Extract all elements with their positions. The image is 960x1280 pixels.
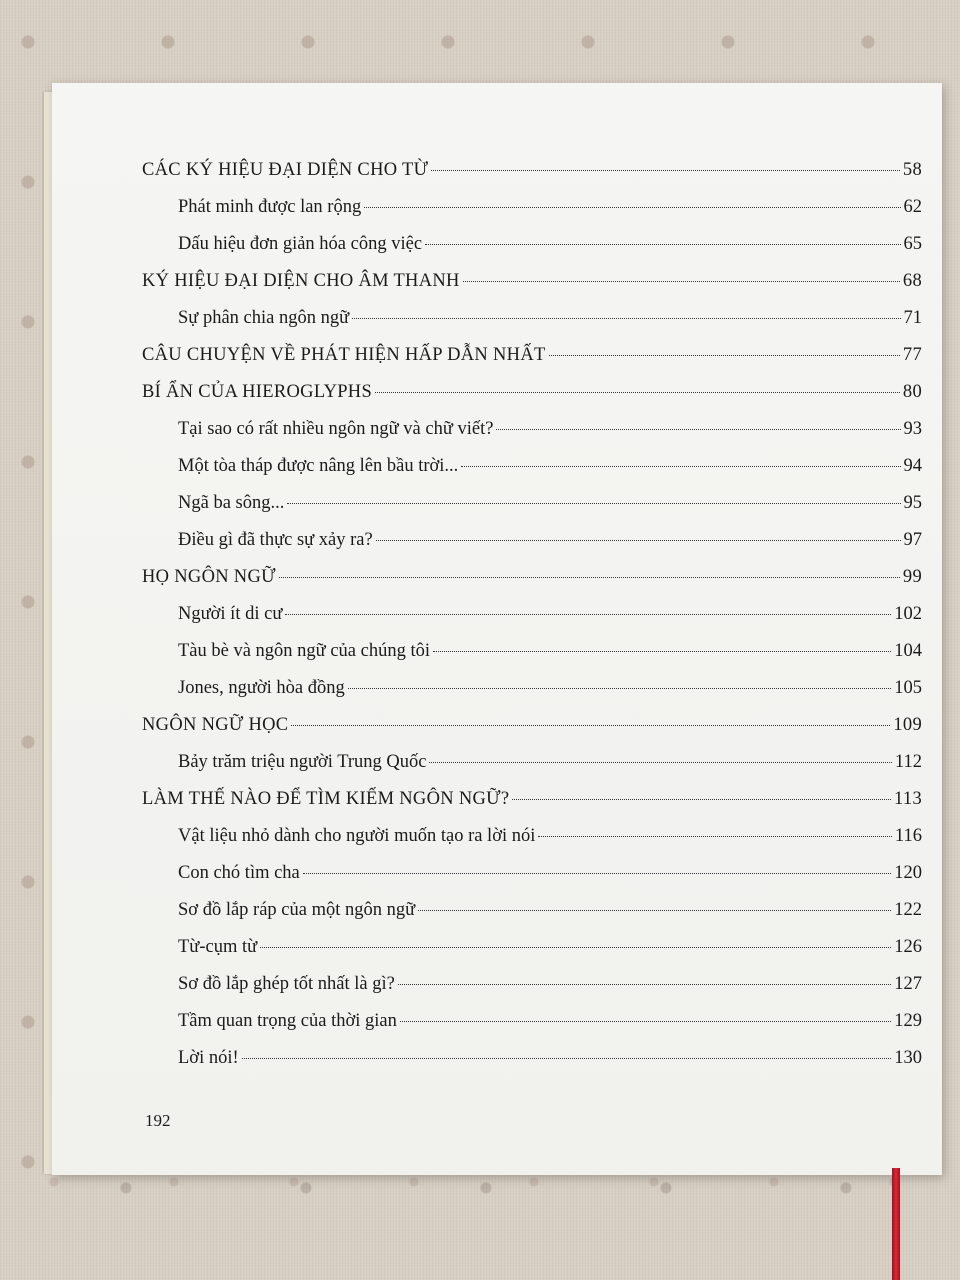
toc-entry-page: 120 xyxy=(894,863,922,883)
toc-dot-leader xyxy=(376,540,901,541)
toc-entry-page: 65 xyxy=(903,234,922,254)
toc-dot-leader xyxy=(429,762,891,763)
toc-dot-leader xyxy=(549,355,900,356)
toc-section-entry xyxy=(142,863,922,900)
toc-entry-title: Lời nói! xyxy=(178,1048,239,1068)
toc-section-entry xyxy=(142,604,922,641)
toc-section-entry xyxy=(142,752,922,789)
toc-entry-title: BÍ ẨN CỦA HIEROGLYPHS xyxy=(142,382,373,402)
toc-entry-title: Sơ đồ lắp ghép tốt nhất là gì? xyxy=(178,974,395,994)
toc-dot-leader xyxy=(260,947,891,948)
toc-entry-title: Bảy trăm triệu người Trung Quốc xyxy=(178,752,427,772)
toc-entry-title: Từ-cụm từ xyxy=(178,937,258,957)
toc-dot-leader xyxy=(496,429,900,430)
toc-dot-leader xyxy=(418,910,891,911)
toc-entry-page: 109 xyxy=(893,715,922,735)
toc-entry-title: CÁC KÝ HIỆU ĐẠI DIỆN CHO TỪ xyxy=(142,160,429,180)
toc-section-entry xyxy=(142,900,922,937)
toc-entry-page: 102 xyxy=(894,604,922,624)
toc-entry-title: Sơ đồ lắp ráp của một ngôn ngữ xyxy=(178,900,416,920)
toc-entry-page: 105 xyxy=(894,678,922,698)
toc-dot-leader xyxy=(242,1058,892,1059)
toc-entry-title: Tàu bè và ngôn ngữ của chúng tôi xyxy=(178,641,430,661)
toc-entry-page: 93 xyxy=(903,419,922,439)
toc-dot-leader xyxy=(431,170,900,171)
toc-entry-page: 99 xyxy=(902,567,922,587)
toc-entry-page: 97 xyxy=(903,530,922,550)
toc-dot-leader xyxy=(375,392,900,393)
book-page xyxy=(52,83,942,1175)
toc-dot-leader xyxy=(425,244,900,245)
toc-section-entry xyxy=(142,641,922,678)
toc-entry-page: 122 xyxy=(894,900,922,920)
toc-section-entry xyxy=(142,308,922,345)
toc-chapter-entry xyxy=(142,160,922,197)
toc-section-entry xyxy=(142,530,922,567)
toc-entry-title: Vật liệu nhỏ dành cho người muốn tạo ra lời nói xyxy=(178,826,536,846)
toc-dot-leader xyxy=(463,281,900,282)
toc-dot-leader xyxy=(433,651,891,652)
toc-entry-page: 94 xyxy=(903,456,922,476)
toc-section-entry xyxy=(142,456,922,493)
toc-entry-title: Tại sao có rất nhiều ngôn ngữ và chữ viết? xyxy=(178,419,494,439)
ribbon-bookmark xyxy=(892,1168,900,1280)
toc-dot-leader xyxy=(512,799,891,800)
toc-section-entry xyxy=(142,974,922,1011)
toc-dot-leader xyxy=(538,836,892,837)
toc-section-entry xyxy=(142,1048,922,1085)
toc-entry-title: Phát minh được lan rộng xyxy=(178,197,362,217)
toc-entry-page: 126 xyxy=(894,937,922,957)
toc-entry-page: 58 xyxy=(902,160,922,180)
toc-chapter-entry xyxy=(142,567,922,604)
toc-section-entry xyxy=(142,1011,922,1048)
toc-chapter-entry xyxy=(142,789,922,826)
toc-entry-page: 62 xyxy=(903,197,922,217)
toc-chapter-entry xyxy=(142,345,922,382)
toc-dot-leader xyxy=(287,503,900,504)
toc-section-entry xyxy=(142,197,922,234)
toc-chapter-entry xyxy=(142,382,922,419)
toc-section-entry xyxy=(142,826,922,863)
table-of-contents xyxy=(142,160,922,1085)
toc-entry-title: Người ít di cư xyxy=(178,604,283,624)
toc-section-entry xyxy=(142,493,922,530)
toc-section-entry xyxy=(142,678,922,715)
toc-dot-leader xyxy=(461,466,900,467)
toc-chapter-entry xyxy=(142,715,922,752)
toc-entry-title: LÀM THẾ NÀO ĐỂ TÌM KIẾM NGÔN NGỮ? xyxy=(142,789,510,809)
toc-chapter-entry xyxy=(142,271,922,308)
toc-dot-leader xyxy=(364,207,900,208)
toc-entry-page: 116 xyxy=(894,826,922,846)
toc-entry-title: Ngã ba sông... xyxy=(178,493,285,513)
toc-entry-title: Sự phân chia ngôn ngữ xyxy=(178,308,350,328)
toc-entry-title: HỌ NGÔN NGỮ xyxy=(142,567,276,587)
toc-entry-page: 113 xyxy=(894,789,922,809)
toc-dot-leader xyxy=(352,318,900,319)
toc-dot-leader xyxy=(400,1021,891,1022)
toc-entry-title: KÝ HIỆU ĐẠI DIỆN CHO ÂM THANH xyxy=(142,271,460,291)
toc-entry-page: 71 xyxy=(903,308,922,328)
toc-dot-leader xyxy=(291,725,890,726)
toc-dot-leader xyxy=(398,984,891,985)
toc-entry-page: 130 xyxy=(894,1048,922,1068)
toc-entry-title: Con chó tìm cha xyxy=(178,863,300,883)
toc-entry-page: 80 xyxy=(902,382,922,402)
toc-dot-leader xyxy=(348,688,891,689)
toc-entry-title: Dấu hiệu đơn giản hóa công việc xyxy=(178,234,423,254)
toc-entry-page: 68 xyxy=(902,271,922,291)
toc-entry-title: NGÔN NGỮ HỌC xyxy=(142,715,289,735)
toc-section-entry xyxy=(142,937,922,974)
toc-entry-page: 77 xyxy=(902,345,922,365)
toc-section-entry xyxy=(142,234,922,271)
toc-entry-page: 95 xyxy=(903,493,922,513)
toc-dot-leader xyxy=(279,577,900,578)
toc-entry-title: CÂU CHUYỆN VỀ PHÁT HIỆN HẤP DẪN NHẤT xyxy=(142,345,546,365)
toc-entry-title: Jones, người hòa đồng xyxy=(178,678,345,698)
toc-entry-page: 127 xyxy=(894,974,922,994)
toc-entry-title: Tầm quan trọng của thời gian xyxy=(178,1011,397,1031)
page-number: 192 xyxy=(145,1111,171,1130)
toc-entry-title: Một tòa tháp được nâng lên bầu trời... xyxy=(178,456,459,476)
toc-entry-page: 104 xyxy=(894,641,922,661)
toc-entry-page: 112 xyxy=(894,752,922,772)
toc-section-entry xyxy=(142,419,922,456)
toc-dot-leader xyxy=(285,614,891,615)
toc-entry-page: 129 xyxy=(894,1011,922,1031)
toc-entry-title: Điều gì đã thực sự xảy ra? xyxy=(178,530,373,550)
toc-dot-leader xyxy=(303,873,891,874)
